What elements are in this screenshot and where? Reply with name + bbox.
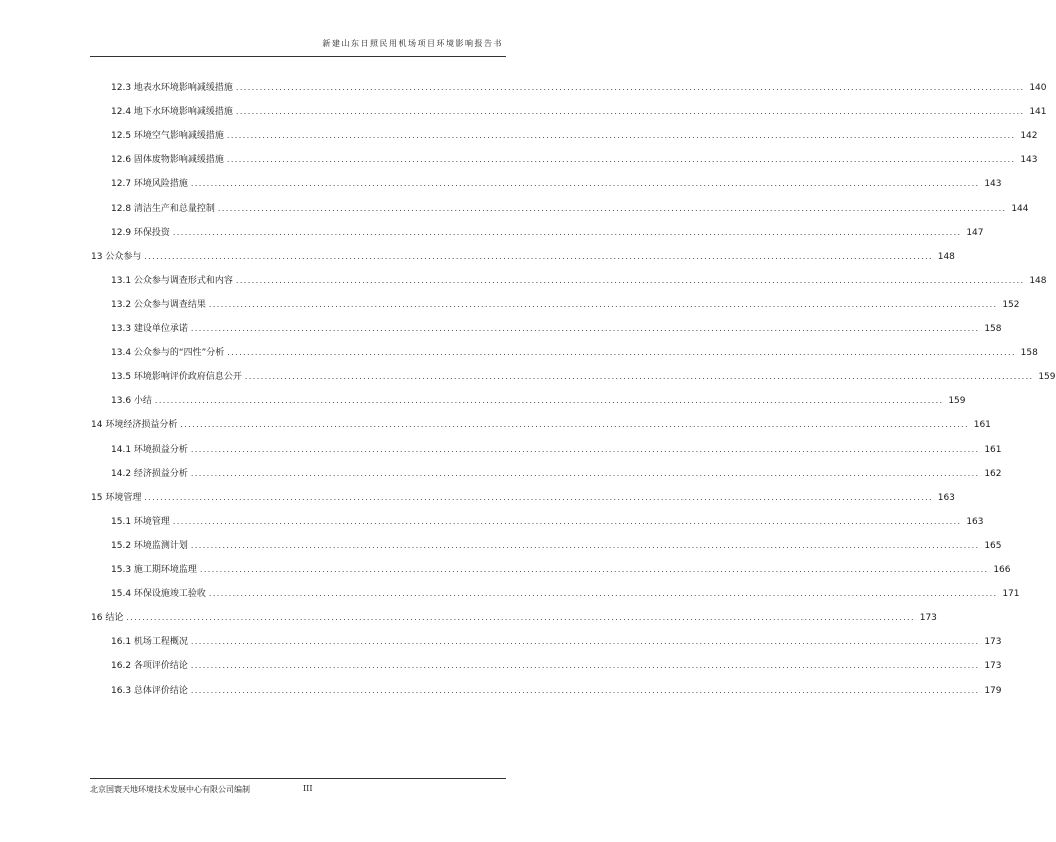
toc-entry-title: 12.3 地表水环境影响减缓措施 [111,83,233,93]
toc-entry-title: 15 环境管理 [91,492,142,503]
toc-dot-leader: ........................................................................................................................................................................................................ [235,275,1025,285]
toc-dot-leader: ........................................................................................................................................................................................................ [199,565,989,574]
toc-entry-title: 16.3 总体评价结论 [111,685,188,696]
toc-page-number: 179 [984,685,1002,696]
toc-page-number: 158 [1020,348,1038,359]
toc-chapter-entry[interactable] [91,417,991,433]
toc-dot-leader: ........................................................................................................................................................................................................ [208,589,998,599]
toc-section-entry[interactable] [111,466,1002,482]
toc-entry-title: 13.3 建设单位承诺 [111,324,188,334]
toc-entry-title: 12.5 环境空气影响减缓措施 [111,131,224,142]
toc-page-number: 163 [966,516,984,527]
toc-entry-title: 13.2 公众参与调查结果 [111,299,206,310]
toc-page-number: 159 [1038,372,1056,383]
toc-dot-leader: ........................................................................................................................................................................................................ [172,227,962,237]
toc-page-number: 144 [1011,203,1029,214]
toc-entry-title: 12.7 环境风险措施 [111,179,188,190]
toc-entry-title: 13 公众参与 [91,251,142,262]
toc-entry-title: 12.9 环保投资 [111,227,170,238]
toc-entry-title: 14.1 环境损益分析 [111,444,188,455]
toc-entry-title: 12.4 地下水环境影响减缓措施 [111,107,233,118]
toc-dot-leader: ........................................................................................................................................................................................................ [144,492,933,502]
toc-section-entry[interactable] [111,345,1038,361]
toc-entry-title: 15.3 施工期环境监理 [111,565,197,575]
toc-entry-title: 15.4 环保设施竣工验收 [111,589,206,600]
toc-page-number: 161 [984,444,1002,455]
toc-entry-title: 13.5 环境影响评价政府信息公开 [111,372,242,383]
toc-section-entry[interactable] [111,658,1002,674]
toc-entry-title: 14.2 经济损益分析 [111,468,188,479]
toc-page-number: 161 [973,420,991,431]
toc-section-entry[interactable] [111,225,984,241]
toc-page-number: 158 [984,324,1002,334]
footer-publisher: 北京国寰天地环境技术发展中心有限公司编制 [90,785,250,794]
toc-page-number: 173 [919,613,937,624]
header-divider [90,56,506,57]
toc-dot-leader: ........................................................................................................................................................................................................ [190,444,980,454]
toc-page-number: 173 [984,637,1002,648]
footer-divider [90,778,506,779]
toc-dot-leader: ........................................................................................................................................................................................................ [217,203,1007,213]
toc-dot-leader: ........................................................................................................................................................................................................ [190,685,980,695]
toc-page-number: 166 [993,565,1011,575]
toc-page-number: 163 [937,492,955,503]
toc-dot-leader: ........................................................................................................................................................................................................ [172,516,962,526]
toc-dot-leader: ........................................................................................................................................................................................................ [226,131,1016,141]
toc-entry-title: 13.4 公众参与的“四性”分析 [111,348,225,359]
toc-entry-title: 12.6 固体废物影响减缓措施 [111,155,224,166]
toc-page-number: 162 [984,468,1002,479]
toc-section-entry[interactable] [111,273,1047,289]
toc-section-entry[interactable] [111,152,1038,168]
toc-entry-title: 12.8 清洁生产和总量控制 [111,203,215,214]
toc-entry-title: 13.1 公众参与调查形式和内容 [111,275,233,286]
toc-section-entry[interactable] [111,514,984,530]
toc-dot-leader: ........................................................................................................................................................................................................ [235,107,1025,117]
toc-dot-leader: ........................................................................................................................................................................................................ [190,661,980,671]
toc-section-entry[interactable] [111,538,1002,554]
toc-section-entry[interactable] [111,201,1029,217]
toc-dot-leader: ........................................................................................................................................................................................................ [190,179,980,189]
toc-page-number: 148 [1029,275,1047,286]
toc-section-entry[interactable] [111,104,1047,120]
toc-page-number: 152 [1002,299,1020,310]
toc-dot-leader: ........................................................................................................................................................................................................ [154,396,944,406]
toc-section-entry[interactable] [111,176,1002,192]
toc-section-entry[interactable] [111,128,1038,144]
toc-page-number: 143 [1020,155,1038,166]
toc-dot-leader: ........................................................................................................................................................................................................ [227,348,1016,358]
toc-page-number: 171 [1002,589,1020,600]
toc-entry-title: 16 结论 [91,613,124,624]
toc-section-entry[interactable] [111,393,966,409]
toc-chapter-entry[interactable] [91,249,955,265]
toc-chapter-entry[interactable] [91,490,955,506]
toc-entry-title: 16.1 机场工程概况 [111,637,188,648]
toc-chapter-entry[interactable] [91,610,937,626]
toc-dot-leader: ........................................................................................................................................................................................................ [180,420,969,430]
toc-dot-leader: ........................................................................................................................................................................................................ [190,637,980,647]
toc-dot-leader: ........................................................................................................................................................................................................ [244,372,1034,382]
toc-section-entry[interactable] [111,442,1002,458]
toc-entry-title: 15.2 环境监测计划 [111,540,188,551]
toc-page-number: 148 [937,251,955,262]
toc-section-entry[interactable] [111,80,1047,96]
toc-page-number: 143 [984,179,1002,190]
toc-entry-title: 15.1 环境管理 [111,516,170,527]
toc-page-number: 159 [948,396,966,407]
toc-page-number: 141 [1029,107,1047,118]
toc-dot-leader: ........................................................................................................................................................................................................ [144,251,933,261]
toc-section-entry[interactable] [111,369,1056,385]
toc-section-entry[interactable] [111,297,1020,313]
toc-entry-title: 14 环境经济损益分析 [91,420,178,431]
toc-entry-title: 13.6 小结 [111,396,152,407]
toc-section-entry[interactable] [111,562,1011,578]
toc-dot-leader: ........................................................................................................................................................................................................ [226,155,1016,165]
footer-page-number: III [303,784,313,793]
toc-page-number: 165 [984,540,1002,551]
toc-section-entry[interactable] [111,634,1002,650]
toc-page-number: 173 [984,661,1002,672]
toc-page-number: 142 [1020,131,1038,142]
toc-dot-leader: ........................................................................................................................................................................................................ [190,468,980,478]
toc-section-entry[interactable] [111,321,1002,337]
toc-entry-title: 16.2 各项评价结论 [111,661,188,672]
toc-dot-leader: ........................................................................................................................................................................................................ [126,613,915,623]
toc-dot-leader: ........................................................................................................................................................................................................ [235,83,1025,92]
toc-dot-leader: ........................................................................................................................................................................................................ [208,299,998,309]
running-header-title: 新建山东日照民用机场项目环境影响报告书 [322,39,503,48]
toc-page-number: 147 [966,227,984,238]
toc-section-entry[interactable] [111,586,1020,602]
toc-dot-leader: ........................................................................................................................................................................................................ [190,324,980,333]
toc-page-number: 140 [1029,83,1047,93]
toc-section-entry[interactable] [111,683,1002,699]
toc-dot-leader: ........................................................................................................................................................................................................ [190,540,980,550]
